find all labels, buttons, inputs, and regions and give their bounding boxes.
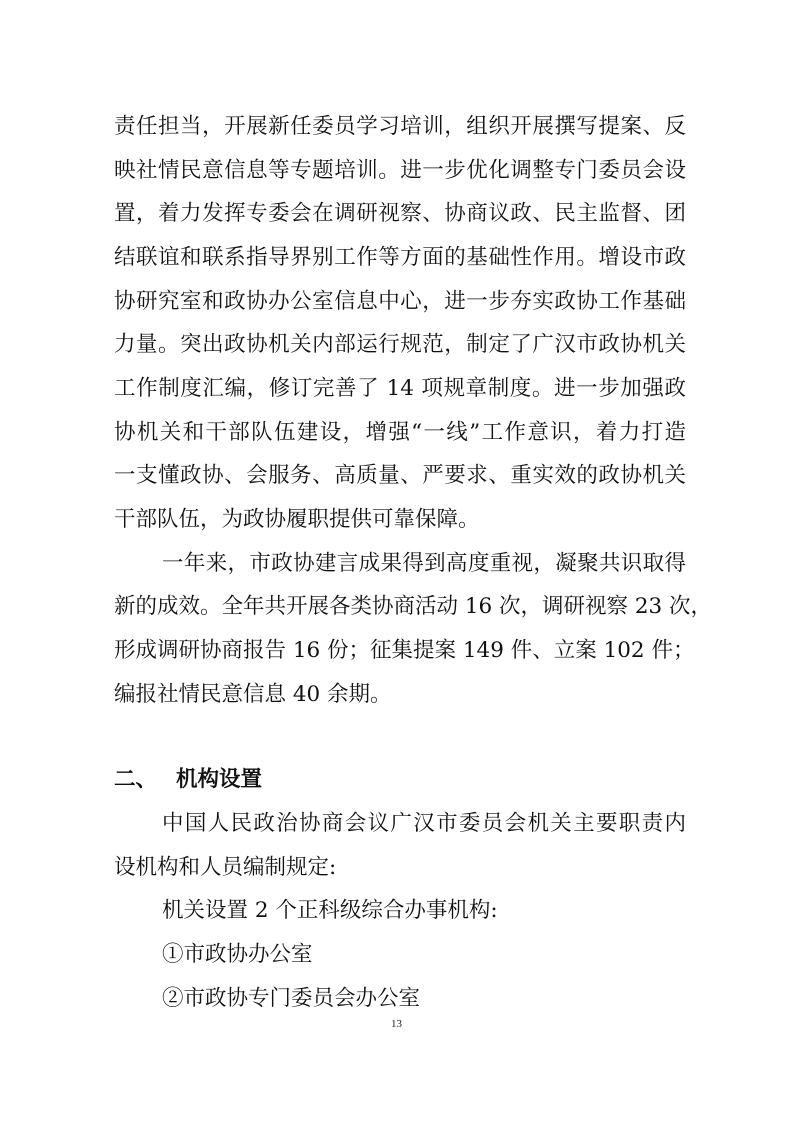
paragraph-line-text: 协机关和干部队伍建设，增强“一线”工作意识，着力打造	[114, 420, 686, 445]
section-heading	[0, 757, 793, 803]
paragraph-line	[0, 628, 793, 674]
list-item	[0, 976, 793, 1022]
paragraph-line-text: 工作制度汇编，修订完善了 14 项规章制度。进一步加强政	[114, 376, 686, 401]
paragraph-line	[0, 888, 793, 934]
paragraph-line-text: 一年来，市政协建言成果得到高度重视，凝聚共识取得	[162, 551, 686, 576]
paragraph-line-text: 映社情民意信息等专题培训。进一步优化调整专门委员会设	[114, 158, 686, 183]
paragraph-line	[0, 366, 793, 412]
paragraph-line-text: 力量。突出政协机关内部运行规范，制定了广汉市政协机关	[114, 332, 686, 357]
paragraph-line-text: 一支懂政协、会服务、高质量、严要求、重实效的政协机关	[114, 463, 686, 488]
paragraph-line	[0, 584, 793, 630]
paragraph-line-text: 协研究室和政协办公室信息中心，进一步夯实政协工作基础	[114, 289, 686, 314]
list-item-text: ②市政协专门委员会办公室	[162, 986, 421, 1011]
paragraph-line-text: 中国人民政治协商会议广汉市委员会机关主要职责内	[162, 811, 686, 836]
page-number: 13	[391, 1018, 402, 1030]
paragraph-line	[0, 410, 793, 456]
paragraph-line-text: 新的成效。全年共开展各类协商活动 16 次，调研视察 23 次，	[114, 594, 713, 619]
paragraph-line	[0, 453, 793, 499]
paragraph-line	[0, 497, 793, 543]
paragraph-line-text: 形成调研协商报告 16 份；征集提案 149 件、立案 102 件；	[114, 638, 695, 663]
list-item	[0, 932, 793, 978]
paragraph-line	[0, 235, 793, 281]
paragraph-line-text: 编报社情民意信息 40 余期。	[114, 682, 392, 707]
paragraph-line-text: 干部队伍，为政协履职提供可靠保障。	[114, 507, 480, 532]
paragraph-line	[0, 104, 793, 150]
paragraph-line-text: 责任担当，开展新任委员学习培训，组织开展撰写提案、反	[114, 114, 686, 139]
paragraph-line-text: 置，着力发挥专委会在调研视察、协商议政、民主监督、团	[114, 201, 686, 226]
paragraph-line-text: 设机构和人员编制规定:	[114, 855, 337, 880]
paragraph-line-text: 结联谊和联系指导界别工作等方面的基础性作用。增设市政	[114, 245, 686, 270]
section-heading-title: 机构设置	[176, 767, 263, 792]
list-item-text: ①市政协办公室	[162, 942, 313, 967]
paragraph-line	[0, 845, 793, 891]
paragraph-line	[0, 148, 793, 194]
paragraph-line-text: 机关设置 2 个正科级综合办事机构:	[162, 898, 498, 923]
section-heading-number: 二、	[114, 767, 158, 792]
paragraph-line	[0, 541, 793, 587]
paragraph-line	[0, 279, 793, 325]
paragraph-line	[0, 672, 793, 718]
paragraph-line	[0, 191, 793, 237]
paragraph-line	[0, 801, 793, 847]
paragraph-line	[0, 322, 793, 368]
